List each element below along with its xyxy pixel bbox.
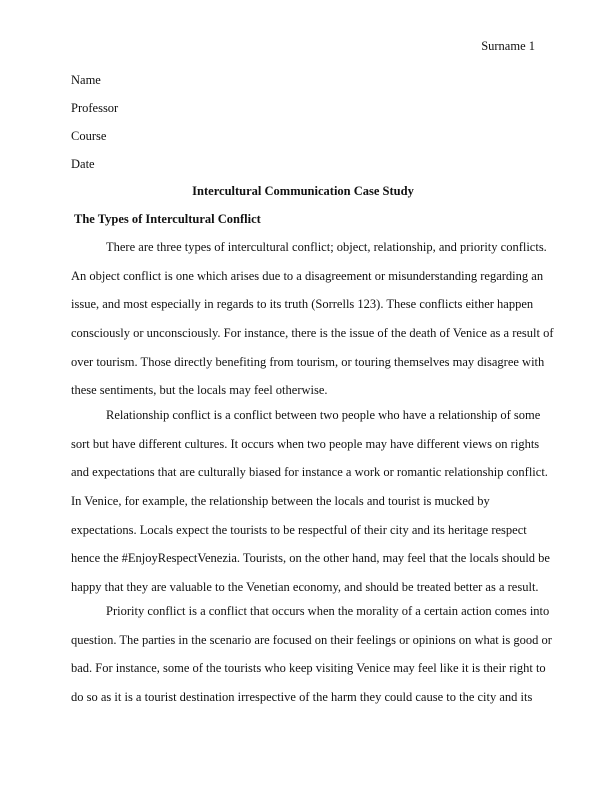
heading-block bbox=[71, 72, 118, 184]
paragraph-line: these sentiments, but the locals may feel otherwise. bbox=[71, 383, 328, 398]
paper-title: Intercultural Communication Case Study bbox=[192, 184, 414, 198]
paragraph-line: sort but have different cultures. It occurs when two people may have different views on rights bbox=[71, 436, 540, 451]
professor-name: Professor bbox=[71, 101, 119, 115]
paragraph-line: expectations. Locals expect the tourists to be respectful of their city and its heritage respect bbox=[71, 522, 527, 537]
paragraph-line: hence the #EnjoyRespectVenezia. Tourists, on the other hand, may feel that the locals should be bbox=[71, 551, 550, 566]
paragraph-line: bad. For instance, some of the tourists who keep visiting Venice may feel like it is their right to bbox=[71, 661, 546, 676]
paragraph-line: An object conflict is one which arises due to a disagreement or misunderstanding regarding an bbox=[71, 268, 544, 283]
paragraph-line: consciously or unconsciously. For instance, there is the issue of the death of Venice as a result of bbox=[71, 326, 554, 341]
paragraph-line: happy that they are valuable to the Venetian economy, and should be treated better as a result. bbox=[71, 580, 539, 595]
paragraph-priority-conflict bbox=[71, 603, 552, 718]
paragraph-line: issue, and most especially in regards to its truth (Sorrells 123). These conflicts either happen bbox=[71, 297, 534, 312]
paragraph-line: do so as it is a tourist destination irrespective of the harm they could cause to the city and its bbox=[71, 690, 533, 705]
paragraph-line: question. The parties in the scenario are focused on their feelings or opinions on what is good or bbox=[71, 632, 552, 647]
student-name: Name bbox=[71, 73, 101, 87]
paragraph-line: and expectations that are culturally biased for instance a work or romantic relationship conflict. bbox=[71, 465, 548, 480]
paragraph-line: over tourism. Those directly benefiting from tourism, or touring themselves may disagree with bbox=[71, 354, 545, 369]
paragraph-line: In Venice, for example, the relationship between the locals and tourist is mucked by bbox=[71, 494, 490, 509]
course-name: Course bbox=[71, 129, 107, 143]
paragraph-relationship-conflict bbox=[71, 407, 550, 608]
date: Date bbox=[71, 157, 95, 171]
paragraph-object-conflict bbox=[71, 239, 554, 411]
paragraph-line: There are three types of intercultural conflict; object, relationship, and priority conflicts. bbox=[106, 240, 547, 254]
paragraph-line: Relationship conflict is a conflict between two people who have a relationship of some bbox=[106, 408, 541, 422]
paragraph-line: Priority conflict is a conflict that occurs when the morality of a certain action comes into bbox=[106, 604, 550, 618]
running-head: Surname 1 bbox=[481, 39, 535, 53]
section-heading: The Types of Intercultural Conflict bbox=[74, 212, 261, 226]
